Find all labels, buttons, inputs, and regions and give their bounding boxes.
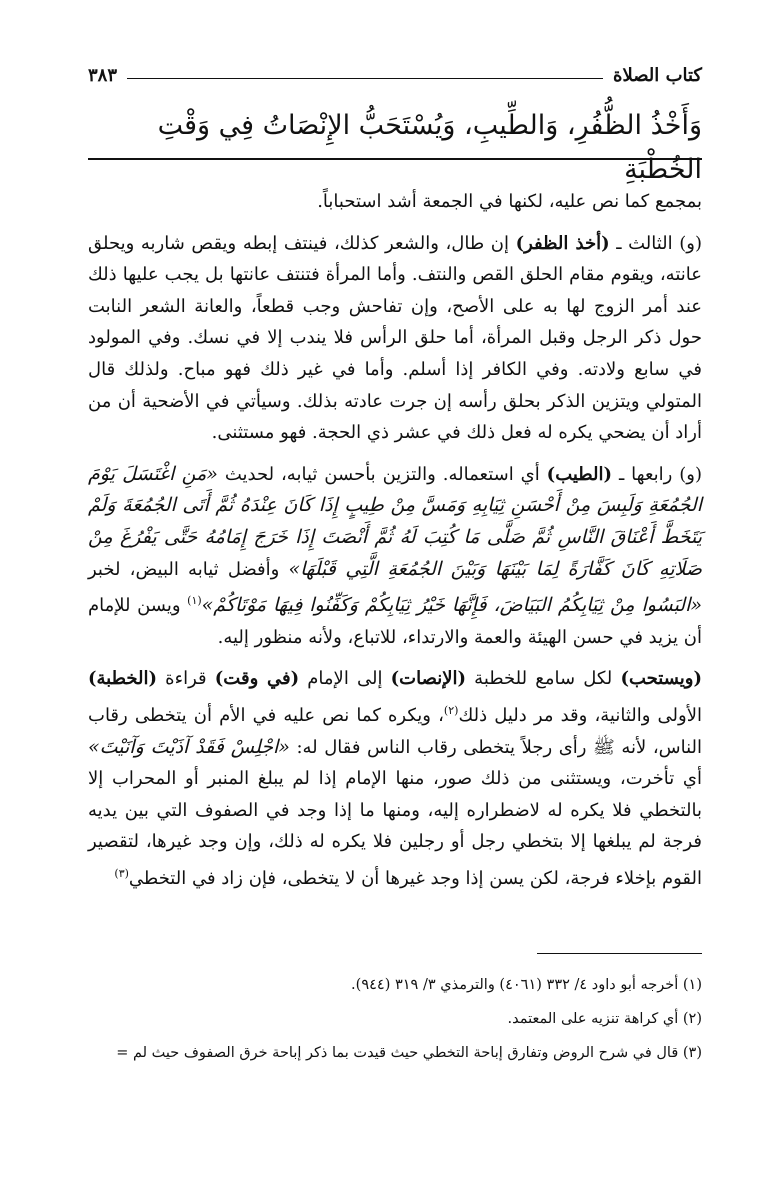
paragraph-3 <box>88 459 702 654</box>
footnote-ref-3: (٣) <box>114 866 129 880</box>
paragraph-4 <box>88 663 702 894</box>
term-listening: (الإنصات) <box>390 668 467 690</box>
term-in-time: (في وقت) <box>214 668 300 690</box>
paragraph-2-open: (و) الثالث ـ <box>609 232 702 254</box>
footnote-2: (٢) أي كراهة تنزيه على المعتمد. <box>507 1011 702 1027</box>
paragraph-3-text-3: ويسن للإمام أن يزيد في حسن الهيئة والعمة والارتداء، للاتباع، ولأنه منظور إليه. <box>88 595 702 648</box>
paragraph-1: بمجمع كما نص عليه، لكنها في الجمعة أشد استحباباً. <box>317 191 702 212</box>
term-nail-clipping: (أخذ الظفر) <box>515 232 610 254</box>
paragraph-4-text-4: الأولى والثانية، وقد مر دليل ذلك <box>458 704 702 726</box>
footnote-divider <box>537 953 702 954</box>
footnote-3: (٣) قال في شرح الروض وتفارق إباحة التخطي حيث قيدت بما ذكر إباحة خرق الصفوف حيث لم = <box>116 1045 702 1061</box>
hadith-ghusl: «مَنِ اغْتَسَلَ يَوْمَ الجُمُعَةِ وَلَبِسَ مِنْ أَحْسَنِ ثِيَابِهِ وَمَسَّ مِنْ طِيبٍ إِذَا كَانَ عِنْدَهُ ثُمَّ أَتَى الجُمُعَةَ وَلَمْ يَتَخَطَّ أَعْنَاقَ النَّاسِ ثُمَّ صَلَّى مَا كُتِبَ لَهُ ثُمَّ أَنْصَتَ إِذَا خَرَجَ إِمَامُهُ حَتَّى يَفْرُغَ مِنْ صَلَاتِهِ كَانَ كَفَّارَةً لِمَا بَيْنَهَا وَبَيْنَ الجُمُعَةِ الَّتِي قَبْلَهَا» <box>88 462 702 580</box>
term-sermon: (الخطبة) <box>88 668 157 690</box>
matn-heading: وَأَخْذُ الظُّفُرِ، وَالطِّيبِ، وَيُسْتَحَبُّ الإِنْصَاتُ فِي وَقْتِ الخُطْبَةِ <box>157 110 702 185</box>
page-header <box>88 60 702 90</box>
hadith-sit-down: «اجْلِسْ فَقَدْ آذَيْتَ وَآنَيْتَ» <box>88 735 290 758</box>
paragraph-3-open: (و) رابعها ـ <box>612 463 703 485</box>
page-number: ٣٨٣ <box>88 64 118 86</box>
commentary-body <box>88 186 702 904</box>
footnotes <box>88 968 702 1070</box>
paragraph-4-text-6: أي تأخرت، ويستثنى من ذلك صور، منها الإمام إذا لم يبلغ المنبر أو المحراب إلا بالتخطي فلا يكره له لاضطراره إليه، ومنها ما إذا وجد في الصفوف التي بين يديه فرجة لم يبلغها إلا بتخطي رجل أو رجلين فلا يكره له ذلك، وإن وجد غيرها، لتقصير القوم بإخلاء فرجة، لكن يسن إذا وجد غيرها أن لا يتخطى، فإن زاد في التخطي <box>88 768 702 889</box>
paragraph-2-text: إن طال، والشعر كذلك، فينتف إبطه ويقص شاربه ويحلق عانته، ويقوم مقام الحلق القص والنتف. وأما المرأة فتنتف عانتها بل يجب عليها ذلك عند أمر الزوج لها به على الأصح، وإن تفاحش وجب قطعاً، والعانة الشعر النابت حول ذكر الرجل وقبل المرأة، أما حلق الرأس فلا يندب إلا في نسك. وفي المولود في سابع ولادته. وفي الكافر إذا أسلم. وأما في غير ذلك فهو مباح. ولذلك قال المتولي ويتزين الذكر بحلق رأسه إن جرت عادته بذلك. وسيأتي في الأضحية أن من أراد أن يضحي يكره له فعل ذلك في عشر ذي الحجة. فهو مستثنى. <box>88 232 703 444</box>
paragraph-2 <box>88 228 702 449</box>
paragraph-4-text-3: قراءة <box>157 668 215 690</box>
paragraph-3-text-2: وأفضل ثيابه البيض، لخبر <box>88 558 289 580</box>
matn-divider <box>88 158 702 160</box>
paragraph-4-text-1: لكل سامع للخطبة <box>466 668 621 690</box>
paragraph-4-text-2: إلى الإمام <box>299 668 391 690</box>
hadith-white-clothes: «البَسُوا مِنْ ثِيَابِكُمُ البَيَاضَ، فَإِنَّهَا خَيْرُ ثِيَابِكُمْ وَكَفِّنُوا فِيهَا مَوْتَاكُمْ» <box>201 594 702 617</box>
footnote-ref-1: (١) <box>187 594 202 608</box>
paragraph-3-text-1: أي استعماله. والتزين بأحسن ثيابه، لحديث <box>217 463 547 485</box>
footnote-ref-2: (٢) <box>443 703 459 717</box>
term-perfume: (الطيب) <box>546 463 613 485</box>
running-title: كتاب الصلاة <box>613 64 702 86</box>
paragraph-4-text-5: ، ويكره كما نص عليه في الأم أن يتخطى رقاب الناس، لأنه ﷺ رأى رجلاً يتخطى رقاب الناس فقال له: <box>88 704 702 758</box>
term-recommended: (ويستحب) <box>620 668 702 690</box>
header-rule <box>127 78 603 79</box>
footnote-1: (١) أخرجه أبو داود ٤/ ٣٣٢ (٤٠٦١) والترمذي ٣/ ٣١٩ (٩٤٤). <box>351 977 702 993</box>
